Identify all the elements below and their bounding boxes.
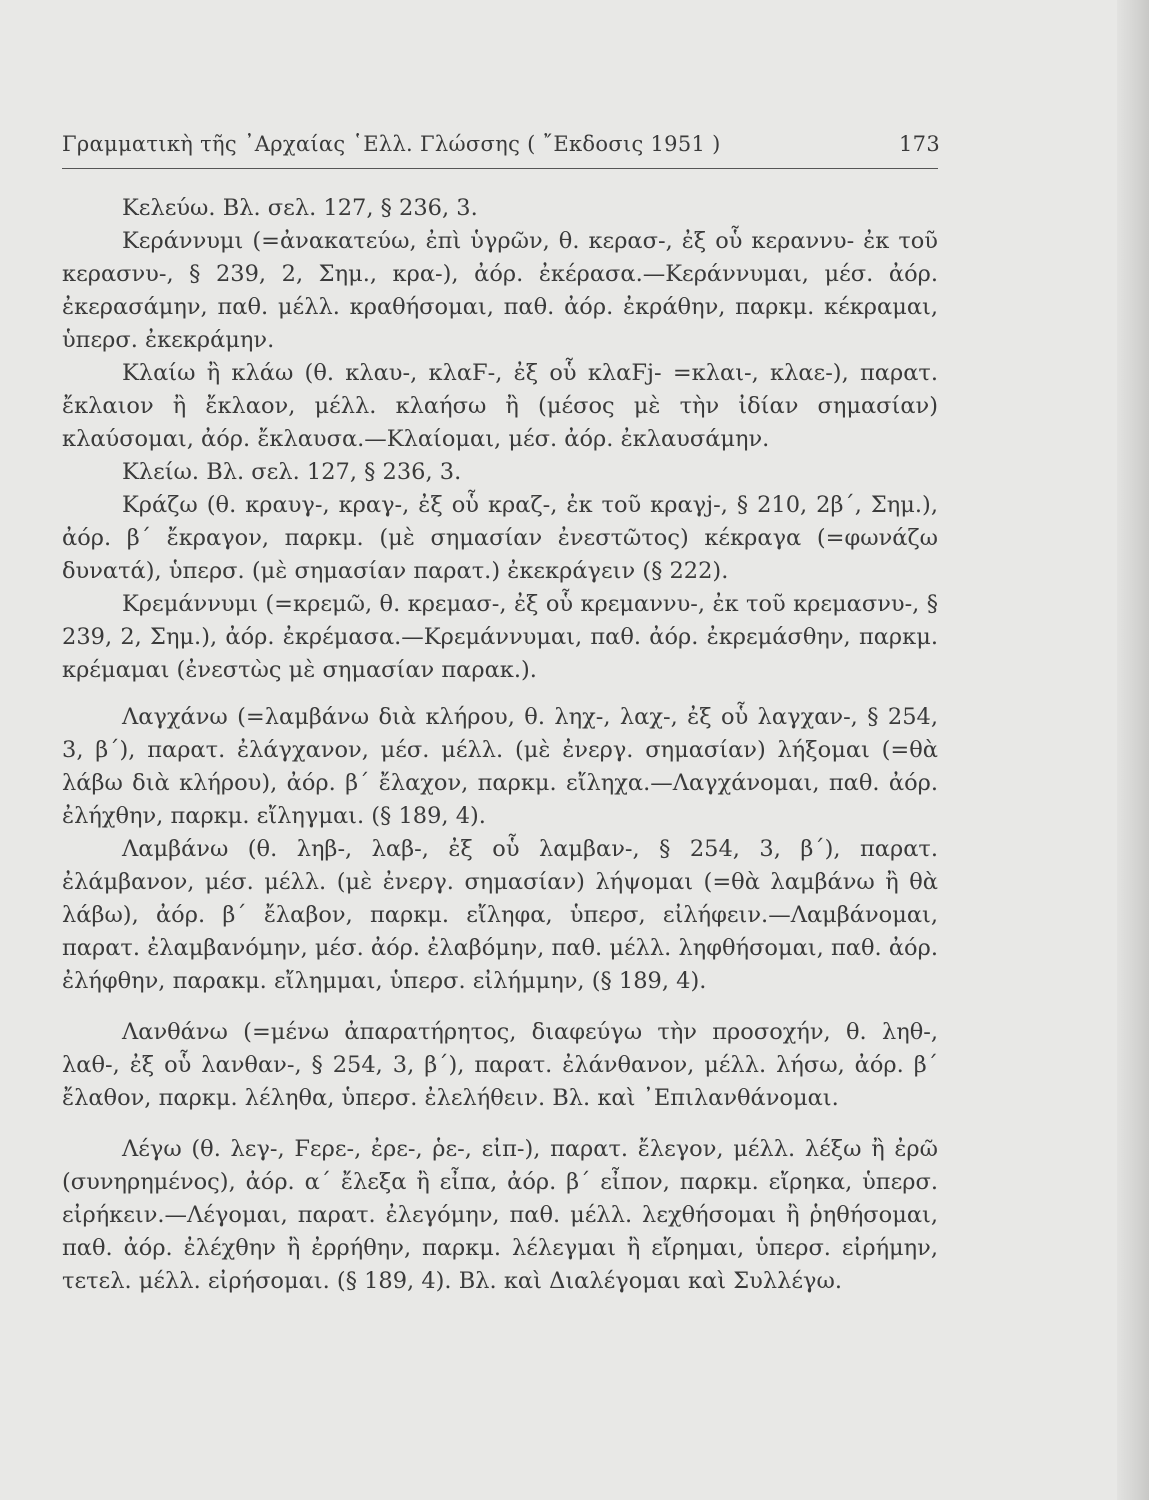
entry-klaio: Κλαίω ἢ κλάω (θ. κλαυ-, κλαϜ-, ἐξ οὗ κλαϜj- =κλαι-, κλαε-), παρατ. ἔκλαιον ἢ ἔκλαον, μέλλ. κλαήσω ἢ (μέσος μὲ τὴν ἰδίαν σημασίαν) κλαύσομαι, ἀόρ. ἔκλαυσα.—Κλαίομαι, μέσ. ἀόρ. ἐκλαυσάμην. xyxy=(62,360,938,452)
entry-kleio: Κλείω. Βλ. σελ. 127, § 236, 3. xyxy=(122,459,462,485)
entry-lanthano: Λανθάνω (=μένω ἀπαρατήρητος, διαφεύγω τὴν προσοχήν, θ. ληθ-, λαθ-, ἐξ οὗ λανθαν-, § 254, 3, β΄), παρατ. ἐλάνθανον, μέλλ. λήσω, ἀόρ. β΄ ἔλαθον, παρκμ. λέληθα, ὑπερσ. ἐλελήθειν. Βλ. καὶ ᾿Επιλανθάνομαι. xyxy=(62,1019,938,1111)
running-title: Γραμματικὴ τῆς ᾿Αρχαίας ῾Ελλ. Γλώσσης ( ῎Εκδοσις 1951 ) xyxy=(62,132,721,156)
page-number: 173 xyxy=(899,132,940,156)
entry-lambano: Λαμβάνω (θ. ληβ-, λαβ-, ἐξ οὗ λαμβαν-, § 254, 3, β΄), παρατ. ἐλάμβανον, μέσ. μέλλ. (μὲ ἐνεργ. σημασίαν) λήψομαι (=θὰ λαμβάνω ἢ θὰ λάβω), ἀόρ. β΄ ἔλαβον, παρκμ. εἴληφα, ὑπερσ, εἰλήφειν.—Λαμβάνομαι, παρατ. ἐλαμβανόμην, μέσ. ἀόρ. ἐλαβόμην, παθ. μέλλ. ληφθήσομαι, παθ. ἀόρ. ἐλήφθην, παρακμ. εἴλημμαι, ὑπερσ. εἰλήμμην, (§ 189, 4). xyxy=(62,836,938,994)
entry-kerannymi: Κεράννυμι (=ἀνακατεύω, ἐπὶ ὑγρῶν, θ. κερασ-, ἐξ οὗ κεραννυ- ἐκ τοῦ κερασνυ-, § 239, 2, Σημ., κρα-), ἀόρ. ἐκέρασα.—Κεράννυμαι, μέσ. ἀόρ. ἐκερασάμην, παθ. μέλλ. κραθήσομαι, παθ. ἀόρ. ἐκράθην, παρκμ. κέκραμαι, ὑπερσ. ἐκεκράμην. xyxy=(62,228,938,353)
entry-lego: Λέγω (θ. λεγ-, Ϝερε-, ἐρε-, ῥε-, εἰπ-), παρατ. ἔλεγον, μέλλ. λέξω ἢ ἐρῶ (συνηρημένος), ἀόρ. α΄ ἔλεξα ἢ εἶπα, ἀόρ. β΄ εἶπον, παρκμ. εἴρηκα, ὑπερσ. εἰρήκειν.—Λέγομαι, παρατ. ἐλεγόμην, παθ. μέλλ. λεχθήσομαι ἢ ῥηθήσομαι, παθ. ἀόρ. ἐλέχθην ἢ ἐρρήθην, παρκμ. λέλεγμαι ἢ εἴρημαι, ὑπερσ. εἰρήμην, τετελ. μέλλ. εἰρήσομαι. (§ 189, 4). Βλ. καὶ Διαλέγομαι καὶ Συλλέγω. xyxy=(62,1136,938,1294)
running-header xyxy=(62,132,940,156)
header-rule xyxy=(62,168,938,169)
page-edge-shadow xyxy=(1117,0,1149,1500)
entry-keleuo: Κελεύω. Βλ. σελ. 127, § 236, 3. xyxy=(122,195,478,221)
dictionary-text xyxy=(62,192,938,1298)
entry-lagchano: Λαγχάνω (=λαμβάνω διὰ κλήρου, θ. ληχ-, λαχ-, ἐξ οὗ λαγχαν-, § 254, 3, β΄), παρατ. ἐλάγχανον, μέσ. μέλλ. (μὲ ἐνεργ. σημασίαν) λήξομαι (=θὰ λάβω διὰ κλήρου), ἀόρ. β΄ ἔλαχον, παρκμ. εἴληχα.—Λαγχάνομαι, παθ. ἀόρ. ἐλήχθην, παρκμ. εἴληγμαι. (§ 189, 4). xyxy=(62,704,938,829)
entry-krazo: Κράζω (θ. κραυγ-, κραγ-, ἐξ οὗ κραζ-, ἐκ τοῦ κραγj-, § 210, 2β΄, Σημ.), ἀόρ. β΄ ἔκραγον, παρκμ. (μὲ σημασίαν ἐνεστῶτος) κέκραγα (=φωνάζω δυνατά), ὑπερσ. (μὲ σημασίαν παρατ.) ἐκεκράγειν (§ 222). xyxy=(62,492,938,584)
entry-kremannymi: Κρεμάννυμι (=κρεμῶ, θ. κρεμασ-, ἐξ οὗ κρεμαννυ-, ἐκ τοῦ κρεμασνυ-, § 239, 2, Σημ.), ἀόρ. ἐκρέμασα.—Κρεμάννυμαι, παθ. ἀόρ. ἐκρεμάσθην, παρκμ. κρέμαμαι (ἐνεστὼς μὲ σημασίαν παρακ.). xyxy=(62,591,938,683)
